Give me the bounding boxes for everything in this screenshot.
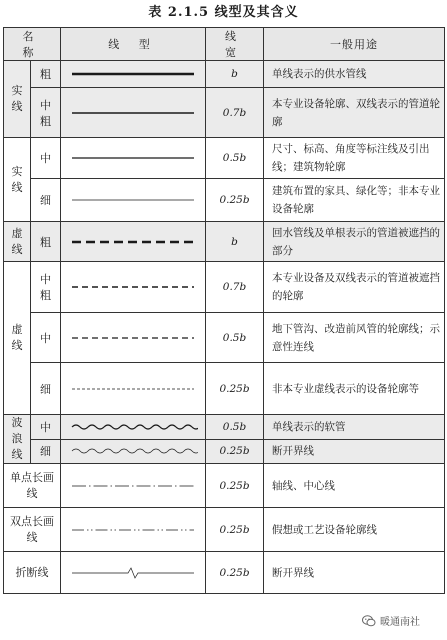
line-sample-cell: [61, 508, 206, 552]
line-weight-cell: 细: [31, 179, 61, 222]
usage-cell: 地下管沟、改造前风管的轮廓线；示意性连线: [264, 313, 445, 363]
header-name: 名 称: [4, 28, 61, 61]
solid-line-sample: [68, 106, 198, 120]
dashed-line-sample: [68, 331, 198, 345]
header-width: 线 宽: [206, 28, 264, 61]
line-weight-cell: 中粗: [31, 262, 61, 313]
line-sample-cell: [61, 88, 206, 138]
usage-cell: 本专业设备轮廓、双线表示的管道轮廓: [264, 88, 445, 138]
usage-cell: 断开界线: [264, 439, 445, 464]
line-name-cell: 双点长画线: [4, 508, 61, 552]
line-sample-cell: [61, 363, 206, 415]
line-weight-cell: 中粗: [31, 88, 61, 138]
line-sample-cell: [61, 138, 206, 179]
table-row: [4, 138, 445, 179]
line-width-cell: 0.25b: [206, 363, 264, 415]
line-weight-cell: 粗: [31, 61, 61, 88]
wavy-line-sample: [68, 420, 198, 434]
line-name-cell: 折断线: [4, 552, 61, 594]
line-sample-cell: [61, 222, 206, 262]
table-row: [4, 88, 445, 138]
usage-cell: 假想或工艺设备轮廓线: [264, 508, 445, 552]
line-weight-cell: 细: [31, 439, 61, 464]
table-row: [4, 464, 445, 508]
line-width-cell: b: [206, 61, 264, 88]
table-caption: 表 2.1.5 线型及其含义: [148, 5, 299, 20]
table-row: [4, 508, 445, 552]
header-use: 一般用途: [264, 28, 445, 61]
table-row: [4, 179, 445, 222]
usage-cell: 单线表示的供水管线: [264, 61, 445, 88]
line-sample-cell: [61, 179, 206, 222]
line-weight-cell: 中: [31, 313, 61, 363]
line-weight-cell: 中: [31, 415, 61, 440]
usage-cell: 断开界线: [264, 552, 445, 594]
dashed-line-sample: [68, 382, 198, 396]
table-row: [4, 415, 445, 440]
header-line: 线 型: [61, 28, 206, 61]
line-sample-path: [72, 449, 198, 453]
usage-cell: 尺寸、标高、角度等标注线及引出线；建筑物轮廓: [264, 138, 445, 179]
break-line-sample: [68, 566, 198, 580]
line-sample-cell: [61, 552, 206, 594]
line-weight-cell: 粗: [31, 222, 61, 262]
line-width-cell: b: [206, 222, 264, 262]
line-width-cell: 0.25b: [206, 179, 264, 222]
usage-cell: 单线表示的软管: [264, 415, 445, 440]
usage-cell: 轴线、中心线: [264, 464, 445, 508]
watermark-text: 暖通南社: [380, 617, 420, 628]
line-name-cell: 实线: [4, 61, 31, 138]
usage-cell: 回水管线及单根表示的管道被遮挡的部分: [264, 222, 445, 262]
dash-dot-line-sample: [68, 479, 198, 493]
line-width-cell: 0.25b: [206, 508, 264, 552]
line-name-cell: 单点长画线: [4, 464, 61, 508]
line-width-cell: 0.25b: [206, 464, 264, 508]
line-width-cell: 0.5b: [206, 138, 264, 179]
line-width-cell: 0.7b: [206, 88, 264, 138]
solid-line-sample: [68, 67, 198, 81]
table-row: [4, 61, 445, 88]
line-sample-path: [72, 425, 198, 429]
watermark: [362, 613, 446, 633]
line-sample-cell: [61, 313, 206, 363]
line-width-cell: 0.5b: [206, 415, 264, 440]
line-name-cell: 波浪线: [4, 415, 31, 464]
table-header-row: [4, 28, 445, 61]
line-width-cell: 0.5b: [206, 313, 264, 363]
line-name-cell: 虚线: [4, 222, 31, 262]
line-sample-cell: [61, 61, 206, 88]
line-sample-path: [72, 568, 194, 578]
table-row: [4, 552, 445, 594]
line-name-cell: 实线: [4, 138, 31, 222]
table-row: [4, 262, 445, 313]
line-weight-cell: 中: [31, 138, 61, 179]
table-row: [4, 363, 445, 415]
line-name-cell: 虚线: [4, 262, 31, 415]
table-row: [4, 313, 445, 363]
line-sample-cell: [61, 439, 206, 464]
dashed-line-sample: [68, 235, 198, 249]
line-width-cell: 0.7b: [206, 262, 264, 313]
wechat-icon: [362, 614, 376, 628]
dash-dot-dot-line-sample: [68, 523, 198, 537]
line-sample-cell: [61, 262, 206, 313]
table-row: [4, 439, 445, 464]
line-width-cell: 0.25b: [206, 552, 264, 594]
solid-line-sample: [68, 151, 198, 165]
line-weight-cell: 细: [31, 363, 61, 415]
usage-cell: 非本专业虚线表示的设备轮廓等: [264, 363, 445, 415]
line-width-cell: 0.25b: [206, 439, 264, 464]
line-sample-cell: [61, 415, 206, 440]
wavy-line-sample: [68, 444, 198, 458]
table-row: [4, 222, 445, 262]
solid-line-sample: [68, 193, 198, 207]
line-sample-cell: [61, 464, 206, 508]
line-type-table: [3, 27, 445, 594]
usage-cell: 本专业设备及双线表示的管道被遮挡的轮廓: [264, 262, 445, 313]
usage-cell: 建筑布置的家具、绿化等；非本专业设备轮廓: [264, 179, 445, 222]
dashed-line-sample: [68, 280, 198, 294]
